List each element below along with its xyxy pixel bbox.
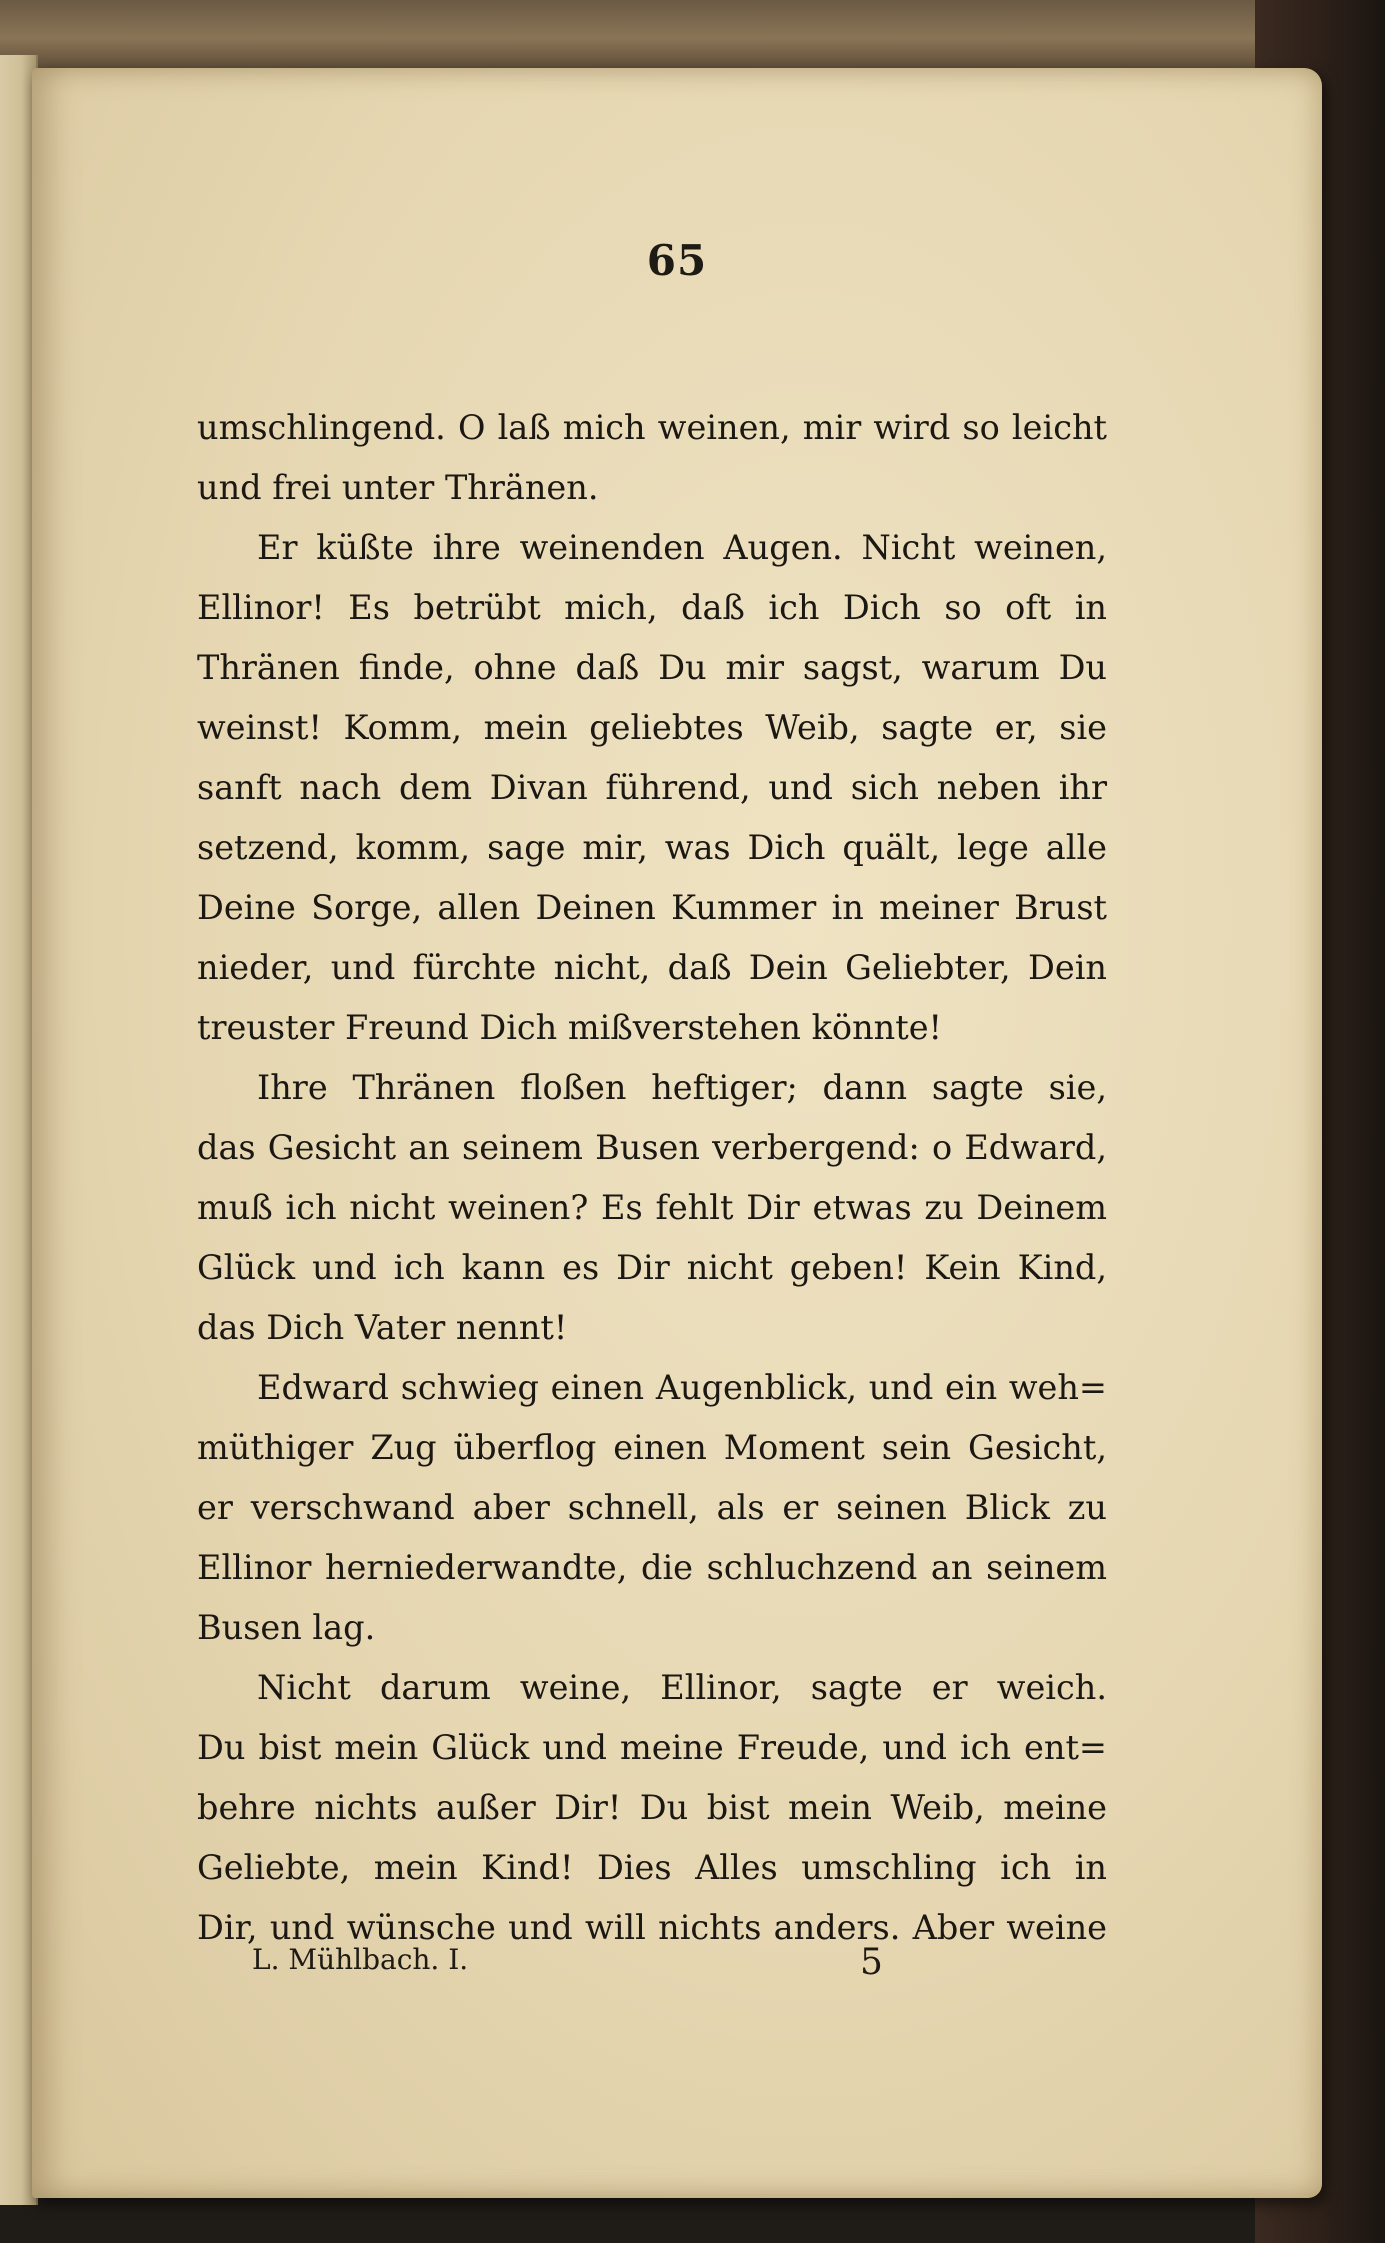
text-line: das Dich Vater nennt! [197, 1308, 568, 1347]
text-line: setzend, komm, sage mir, was Dich quält, lege alle [197, 828, 1107, 867]
text-line: Dir, und wünsche und will nichts anders. Aber weine [197, 1908, 1107, 1947]
page-number: 65 [646, 236, 708, 285]
text-line: Du bist mein Glück und meine Freude, und ich ent= [197, 1728, 1107, 1767]
text-line: behre nichts außer Dir! Du bist mein Weib, meine [197, 1788, 1107, 1827]
text-line: weinst! Komm, mein geliebtes Weib, sagte er, sie [197, 708, 1107, 747]
text-line: Geliebte, mein Kind! Dies Alles umschling ich in [197, 1848, 1107, 1887]
text-line: Edward schwieg einen Augenblick, und ein weh= [257, 1368, 1107, 1407]
text-line: Glück und ich kann es Dir nicht geben! Kein Kind, [197, 1248, 1107, 1287]
text-line: Busen lag. [197, 1608, 376, 1647]
book-cover-top-edge [0, 0, 1385, 70]
text-line: treuster Freund Dich mißverstehen könnte! [197, 1008, 942, 1047]
text-line: müthiger Zug überflog einen Moment sein Gesicht, [197, 1428, 1107, 1467]
text-line: muß ich nicht weinen? Es fehlt Dir etwas zu Deinem [197, 1188, 1107, 1227]
text-line: Ellinor herniederwandte, die schluchzend an seinem [197, 1548, 1107, 1587]
text-line: Er küßte ihre weinenden Augen. Nicht weinen, [257, 528, 1107, 567]
text-line: Ellinor! Es betrübt mich, daß ich Dich so oft in [197, 588, 1107, 627]
text-line: Nicht darum weine, Ellinor, sagte er weich. [257, 1668, 1107, 1707]
signature-line: L. Mühlbach. I. [252, 1943, 469, 1976]
text-line: Ihre Thränen floßen heftiger; dann sagte sie, [257, 1068, 1107, 1107]
text-line: Deine Sorge, allen Deinen Kummer in meiner Brust [197, 888, 1107, 927]
text-line: nieder, und fürchte nicht, daß Dein Geliebter, Dein [197, 948, 1107, 987]
text-line: das Gesicht an seinem Busen verbergend: o Edward, [197, 1128, 1107, 1167]
body-text [197, 398, 1107, 1958]
text-line: und frei unter Thränen. [197, 468, 599, 507]
text-line: sanft nach dem Divan führend, und sich neben ihr [197, 768, 1107, 807]
text-line: er verschwand aber schnell, als er seinen Blick zu [197, 1488, 1107, 1527]
book-page [32, 68, 1322, 2198]
sheet-number: 5 [860, 1942, 883, 1983]
text-line: Thränen finde, ohne daß Du mir sagst, warum Du [197, 648, 1107, 687]
text-line: umschlingend. O laß mich weinen, mir wird so leicht [197, 408, 1107, 447]
